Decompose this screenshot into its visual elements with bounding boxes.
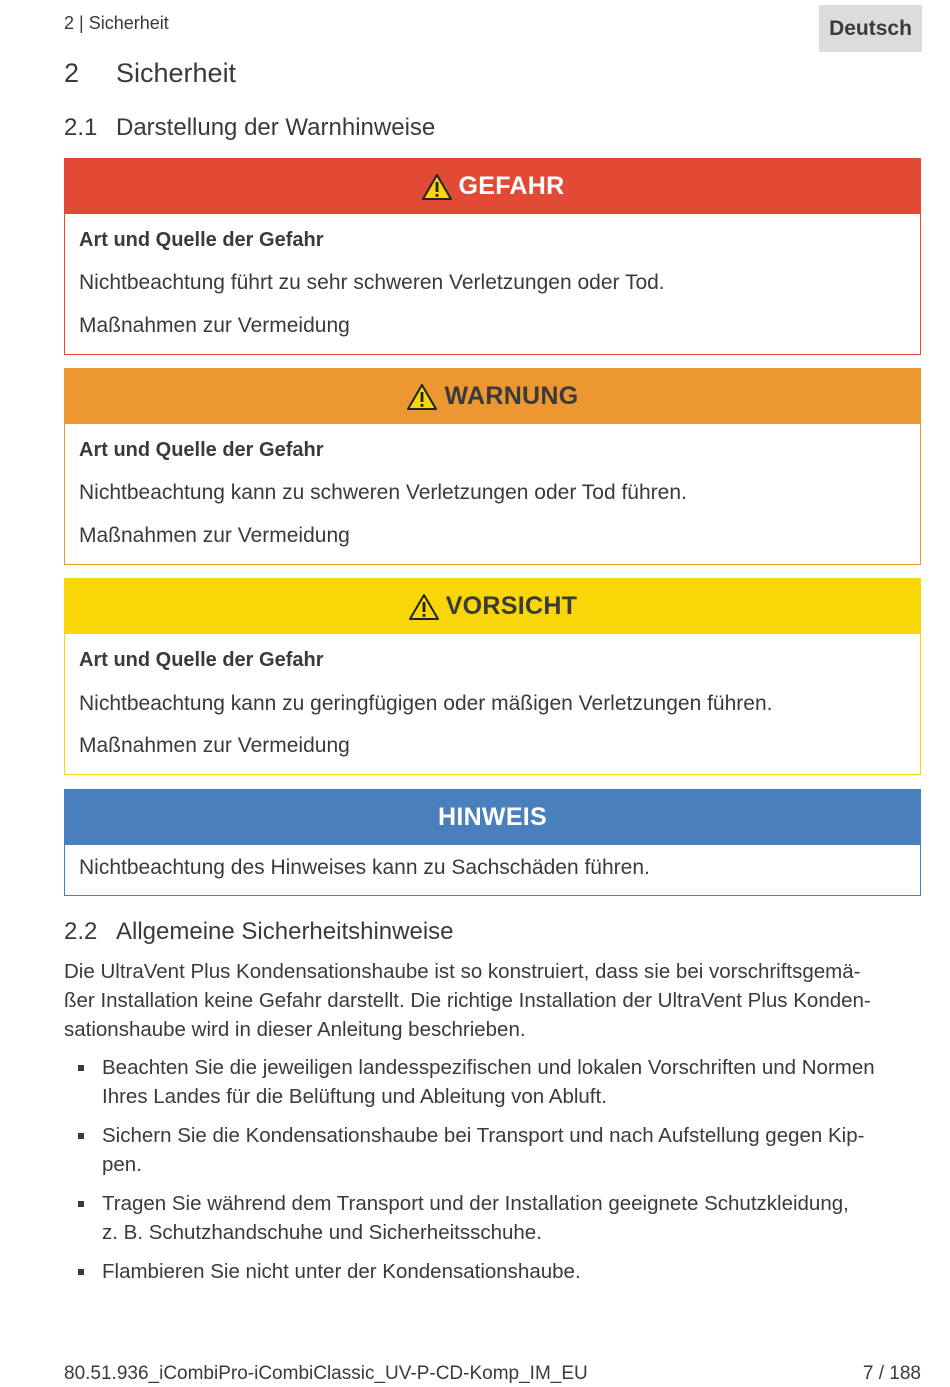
danger-heading: GEFAHR xyxy=(458,172,565,200)
list-item xyxy=(64,1053,921,1111)
square-bullet-icon xyxy=(78,1065,84,1071)
safety-bullet-list xyxy=(64,1053,921,1296)
list-item-line: pen. xyxy=(102,1153,142,1176)
danger-source: Art und Quelle der Gefahr xyxy=(79,229,324,251)
warning-box xyxy=(64,368,921,565)
paragraph-line: ßer Installation keine Gefahr darstellt. Die richtige Installation der UltraVent Plus Konden- xyxy=(64,989,871,1012)
warning-consequence: Nichtbeachtung kann zu schweren Verletzungen oder Tod führen. xyxy=(79,481,687,504)
list-item-line: Ihres Landes für die Belüftung und Ableitung von Abluft. xyxy=(102,1085,607,1108)
list-item-line: Tragen Sie während dem Transport und der Installation geeignete Schutzkleidung, xyxy=(102,1192,849,1215)
section-number: 2.2 xyxy=(64,918,98,945)
section-number: 2.1 xyxy=(64,114,98,141)
danger-consequence: Nichtbeachtung führt zu sehr schweren Verletzungen oder Tod. xyxy=(79,271,665,294)
section-title: Allgemeine Sicherheitshinweise xyxy=(116,918,454,945)
running-head: 2 | Sicherheit xyxy=(64,13,169,33)
caution-measures: Maßnahmen zur Vermeidung xyxy=(79,734,350,757)
section-heading-2-2 xyxy=(64,918,454,946)
caution-source: Art und Quelle der Gefahr xyxy=(79,649,324,671)
square-bullet-icon xyxy=(78,1201,84,1207)
danger-measures: Maßnahmen zur Vermeidung xyxy=(79,314,350,337)
paragraph-line: Die UltraVent Plus Kondensationshaube ist so konstruiert, dass sie bei vorschriftsgemä- xyxy=(64,960,861,983)
section-title: Darstellung der Warnhinweise xyxy=(116,114,436,141)
list-item xyxy=(64,1189,921,1247)
list-item-line: Beachten Sie die jeweiligen landesspezifischen und lokalen Vorschriften und Normen xyxy=(102,1056,875,1079)
chapter-heading xyxy=(64,58,236,89)
warning-heading: WARNUNG xyxy=(444,382,579,410)
warning-triangle-icon xyxy=(406,383,438,411)
page-number: 7 / 188 xyxy=(862,1363,921,1384)
warning-source: Art und Quelle der Gefahr xyxy=(79,439,324,461)
notice-text: Nichtbeachtung des Hinweises kann zu Sachschäden führen. xyxy=(79,856,650,879)
square-bullet-icon xyxy=(78,1133,84,1139)
language-tab: Deutsch xyxy=(819,5,922,52)
warning-measures: Maßnahmen zur Vermeidung xyxy=(79,524,350,547)
document-id: 80.51.936_iCombiPro-iCombiClassic_UV-P-CD-Komp_IM_EU xyxy=(64,1363,588,1384)
danger-band xyxy=(65,159,920,214)
notice-box xyxy=(64,789,921,896)
caution-box xyxy=(64,578,921,775)
notice-band xyxy=(65,790,920,845)
list-item-line: z. B. Schutzhandschuhe und Sicherheitsschuhe. xyxy=(102,1221,542,1244)
warning-triangle-icon xyxy=(408,593,440,621)
list-item-line: Sichern Sie die Kondensationshaube bei Transport und nach Aufstellung gegen Kip- xyxy=(102,1124,865,1147)
square-bullet-icon xyxy=(78,1269,84,1275)
caution-heading: VORSICHT xyxy=(445,592,578,620)
list-item-line: Flambieren Sie nicht unter der Kondensationshaube. xyxy=(102,1260,581,1283)
list-item xyxy=(64,1257,921,1286)
caution-consequence: Nichtbeachtung kann zu geringfügigen oder mäßigen Verletzungen führen. xyxy=(79,692,773,715)
warning-triangle-icon xyxy=(421,173,453,201)
notice-heading: HINWEIS xyxy=(437,803,548,831)
chapter-title: Sicherheit xyxy=(116,58,237,88)
warning-band xyxy=(65,369,920,424)
section-heading-2-1 xyxy=(64,114,435,142)
caution-band xyxy=(65,579,920,634)
chapter-number: 2 xyxy=(64,58,80,88)
intro-paragraph xyxy=(64,957,921,1044)
list-item xyxy=(64,1121,921,1179)
paragraph-line: sationshaube wird in dieser Anleitung beschrieben. xyxy=(64,1018,526,1041)
danger-box xyxy=(64,158,921,355)
